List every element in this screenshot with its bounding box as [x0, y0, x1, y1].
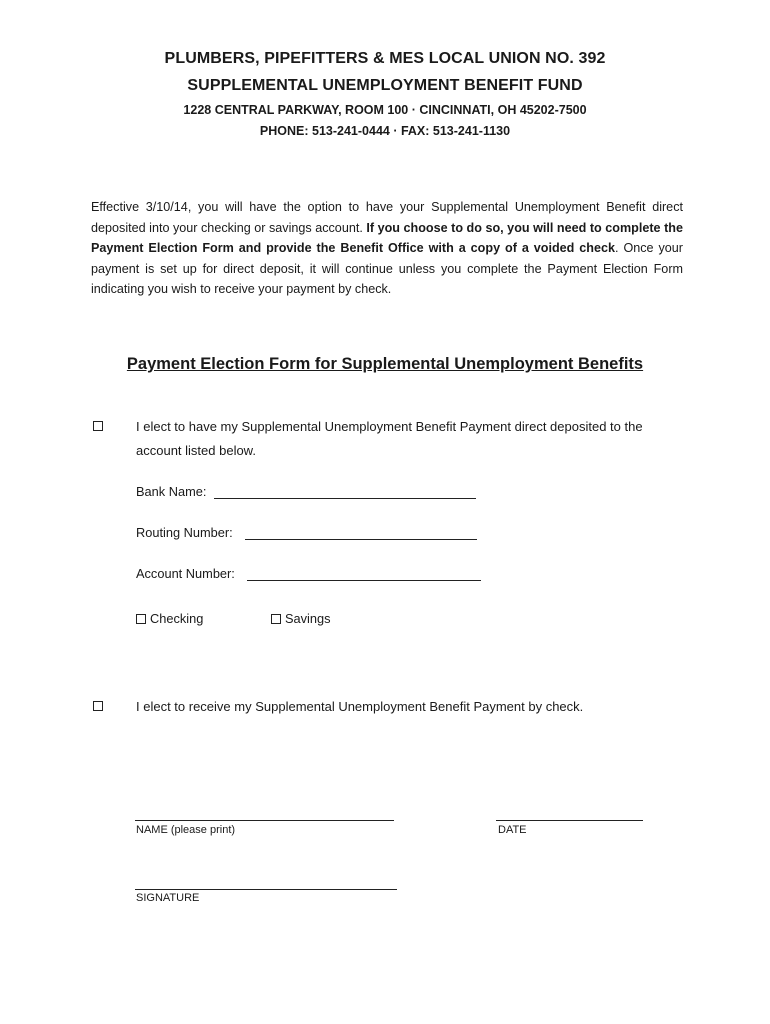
bank-name-label: Bank Name:: [136, 484, 207, 499]
savings-option[interactable]: [271, 611, 331, 626]
savings-checkbox[interactable]: [271, 614, 281, 624]
checking-checkbox[interactable]: [136, 614, 146, 624]
check-payment-option-text: I elect to receive my Supplemental Unemployment Benefit Payment by check.: [136, 699, 584, 714]
checking-option[interactable]: [136, 611, 203, 626]
signature-label: SIGNATURE: [136, 892, 200, 904]
account-number-label: Account Number:: [136, 566, 235, 581]
intro-paragraph: [91, 197, 683, 300]
check-payment-checkbox[interactable]: [93, 701, 103, 711]
intro-bold-text: If you choose to do so, you will need to complete the Payment Election Form and provide the Benefit Office with a copy of a voided check: [91, 220, 683, 255]
union-name: PLUMBERS, PIPEFITTERS & MES LOCAL UNION NO. 392: [164, 50, 606, 67]
fund-name: SUPPLEMENTAL UNEMPLOYMENT BENEFIT FUND: [187, 77, 583, 94]
bank-name-field[interactable]: [214, 498, 476, 499]
intro-text-2: . Once your payment is set up for direct deposit, it will continue unless you complete the Payment Election Form indicating you wish to receive your payment by check.: [91, 241, 683, 296]
intro-text-1: Effective 3/10/14, you will have the option to have your Supplemental Unemployment Benefit direct deposited into your checking or savings account.: [91, 200, 683, 235]
name-label: NAME (please print): [136, 824, 236, 836]
date-field[interactable]: [496, 820, 643, 821]
address: 1228 CENTRAL PARKWAY, ROOM 100 · CINCINNATI, OH 45202-7500: [183, 103, 587, 117]
signature-field[interactable]: [135, 889, 397, 890]
phone-fax: PHONE: 513-241-0444 · FAX: 513-241-1130: [259, 124, 511, 138]
name-field[interactable]: [135, 820, 394, 821]
routing-number-label: Routing Number:: [136, 525, 233, 540]
form-title: Payment Election Form for Supplemental Unemployment Benefits: [126, 355, 644, 373]
direct-deposit-option-text: I elect to have my Supplemental Unemployment Benefit Payment direct deposited to the account listed below.: [136, 419, 643, 458]
routing-number-field[interactable]: [245, 539, 477, 540]
direct-deposit-checkbox[interactable]: [93, 421, 103, 431]
account-number-field[interactable]: [247, 580, 481, 581]
checking-label: Checking: [150, 611, 204, 626]
date-label: DATE: [498, 824, 527, 836]
savings-label: Savings: [285, 611, 331, 626]
